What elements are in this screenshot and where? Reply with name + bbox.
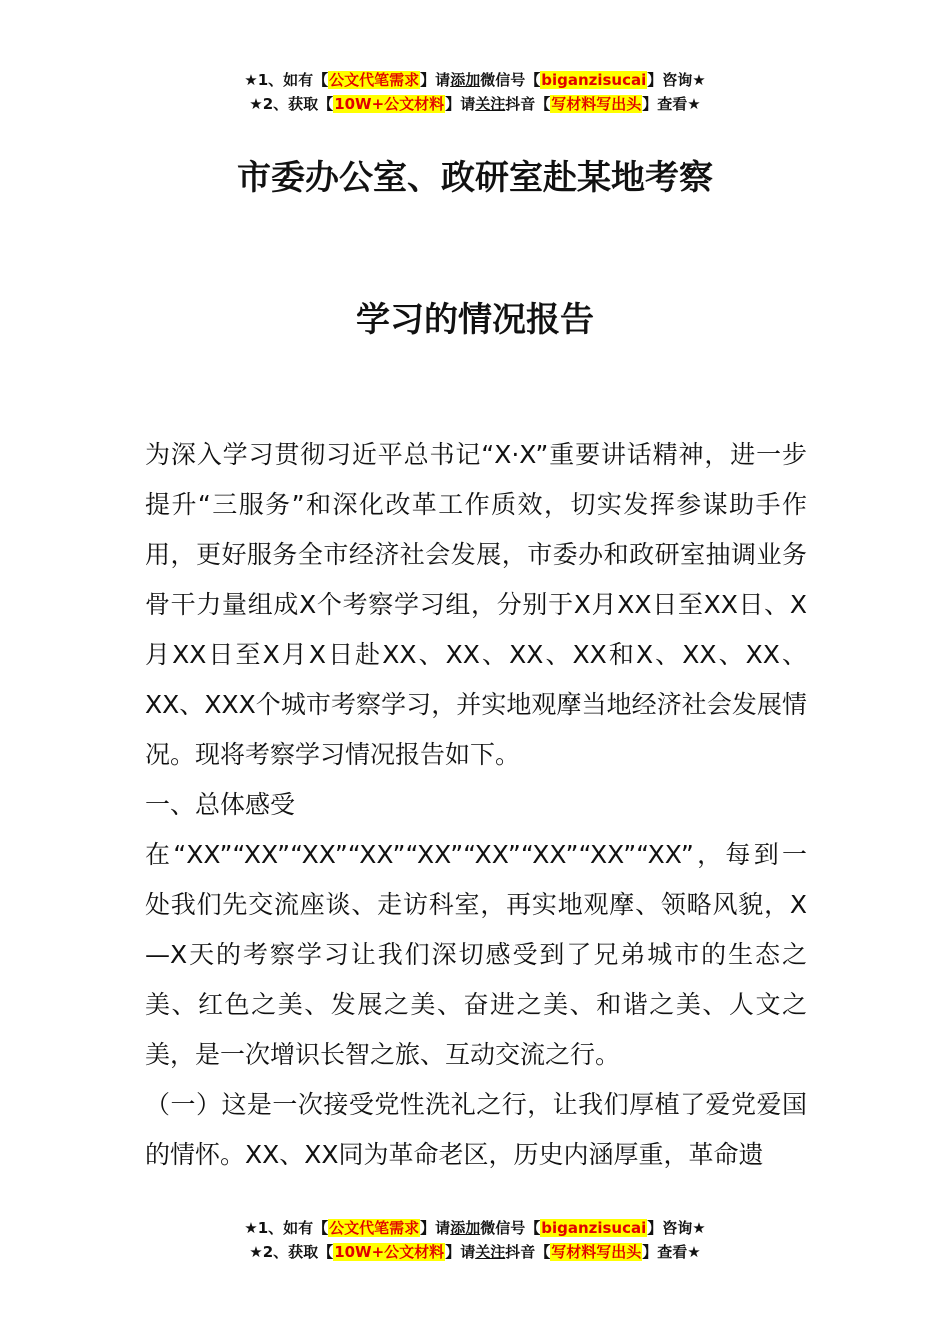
highlight-douyin: 写材料写出头 bbox=[551, 95, 642, 113]
top-banner bbox=[0, 68, 950, 116]
highlight-douyin: 写材料写出头 bbox=[551, 1243, 642, 1261]
document-body bbox=[145, 430, 807, 1180]
highlight-wechat-id: biganzisucai bbox=[541, 71, 647, 89]
paragraph: 为深入学习贯彻习近平总书记“X·X”重要讲话精神，进一步提升“三服务”和深化改革工作质效，切实发挥参谋助手作用，更好服务全市经济社会发展，市委办和政研室抽调业务骨干力量组成X个考察学习组，分别于X月XX日至XX日、X月XX日至X月X日赴XX、XX、XX、XX和X、XX、XX、XX、XXX个城市考察学习，并实地观摩当地经济社会发展情况。现将考察学习情况报告如下。 bbox=[145, 440, 807, 769]
highlight-wechat-id: biganzisucai bbox=[541, 1219, 647, 1237]
highlight-materials: 10W+公文材料 bbox=[334, 95, 445, 113]
document-title-line-1: 市委办公室、政研室赴某地考察 bbox=[237, 158, 713, 198]
banner-line-2: ★2、获取【10W+公文材料】请关注抖音【写材料写出头】查看★ bbox=[249, 95, 701, 113]
document-title-line-2: 学习的情况报告 bbox=[356, 300, 594, 340]
paragraph: （一）这是一次接受党性洗礼之行，让我们厚植了爱党爱国的情怀。XX、XX同为革命老区，历史内涵厚重，革命遗 bbox=[145, 1090, 807, 1169]
banner-line-1: ★1、如有【公文代笔需求】请添加微信号【biganzisucai】咨询★ bbox=[244, 1219, 706, 1237]
banner-line-1: ★1、如有【公文代笔需求】请添加微信号【biganzisucai】咨询★ bbox=[244, 71, 706, 89]
highlight-service: 公文代笔需求 bbox=[329, 71, 420, 89]
highlight-service: 公文代笔需求 bbox=[329, 1219, 420, 1237]
paragraph: 在“XX”“XX”“XX”“XX”“XX”“XX”“XX”“XX”“XX”，每到一处我们先交流座谈、走访科室，再实地观摩、领略风貌，X—X天的考察学习让我们深切感受到了兄弟城市的生态之美、红色之美、发展之美、奋进之美、和谐之美、人文之美，是一次增识长智之旅、互动交流之行。 bbox=[145, 840, 807, 1069]
bottom-banner bbox=[0, 1216, 950, 1264]
highlight-materials: 10W+公文材料 bbox=[334, 1243, 445, 1261]
section-heading: 一、总体感受 bbox=[145, 790, 296, 819]
banner-line-2: ★2、获取【10W+公文材料】请关注抖音【写材料写出头】查看★ bbox=[249, 1243, 701, 1261]
